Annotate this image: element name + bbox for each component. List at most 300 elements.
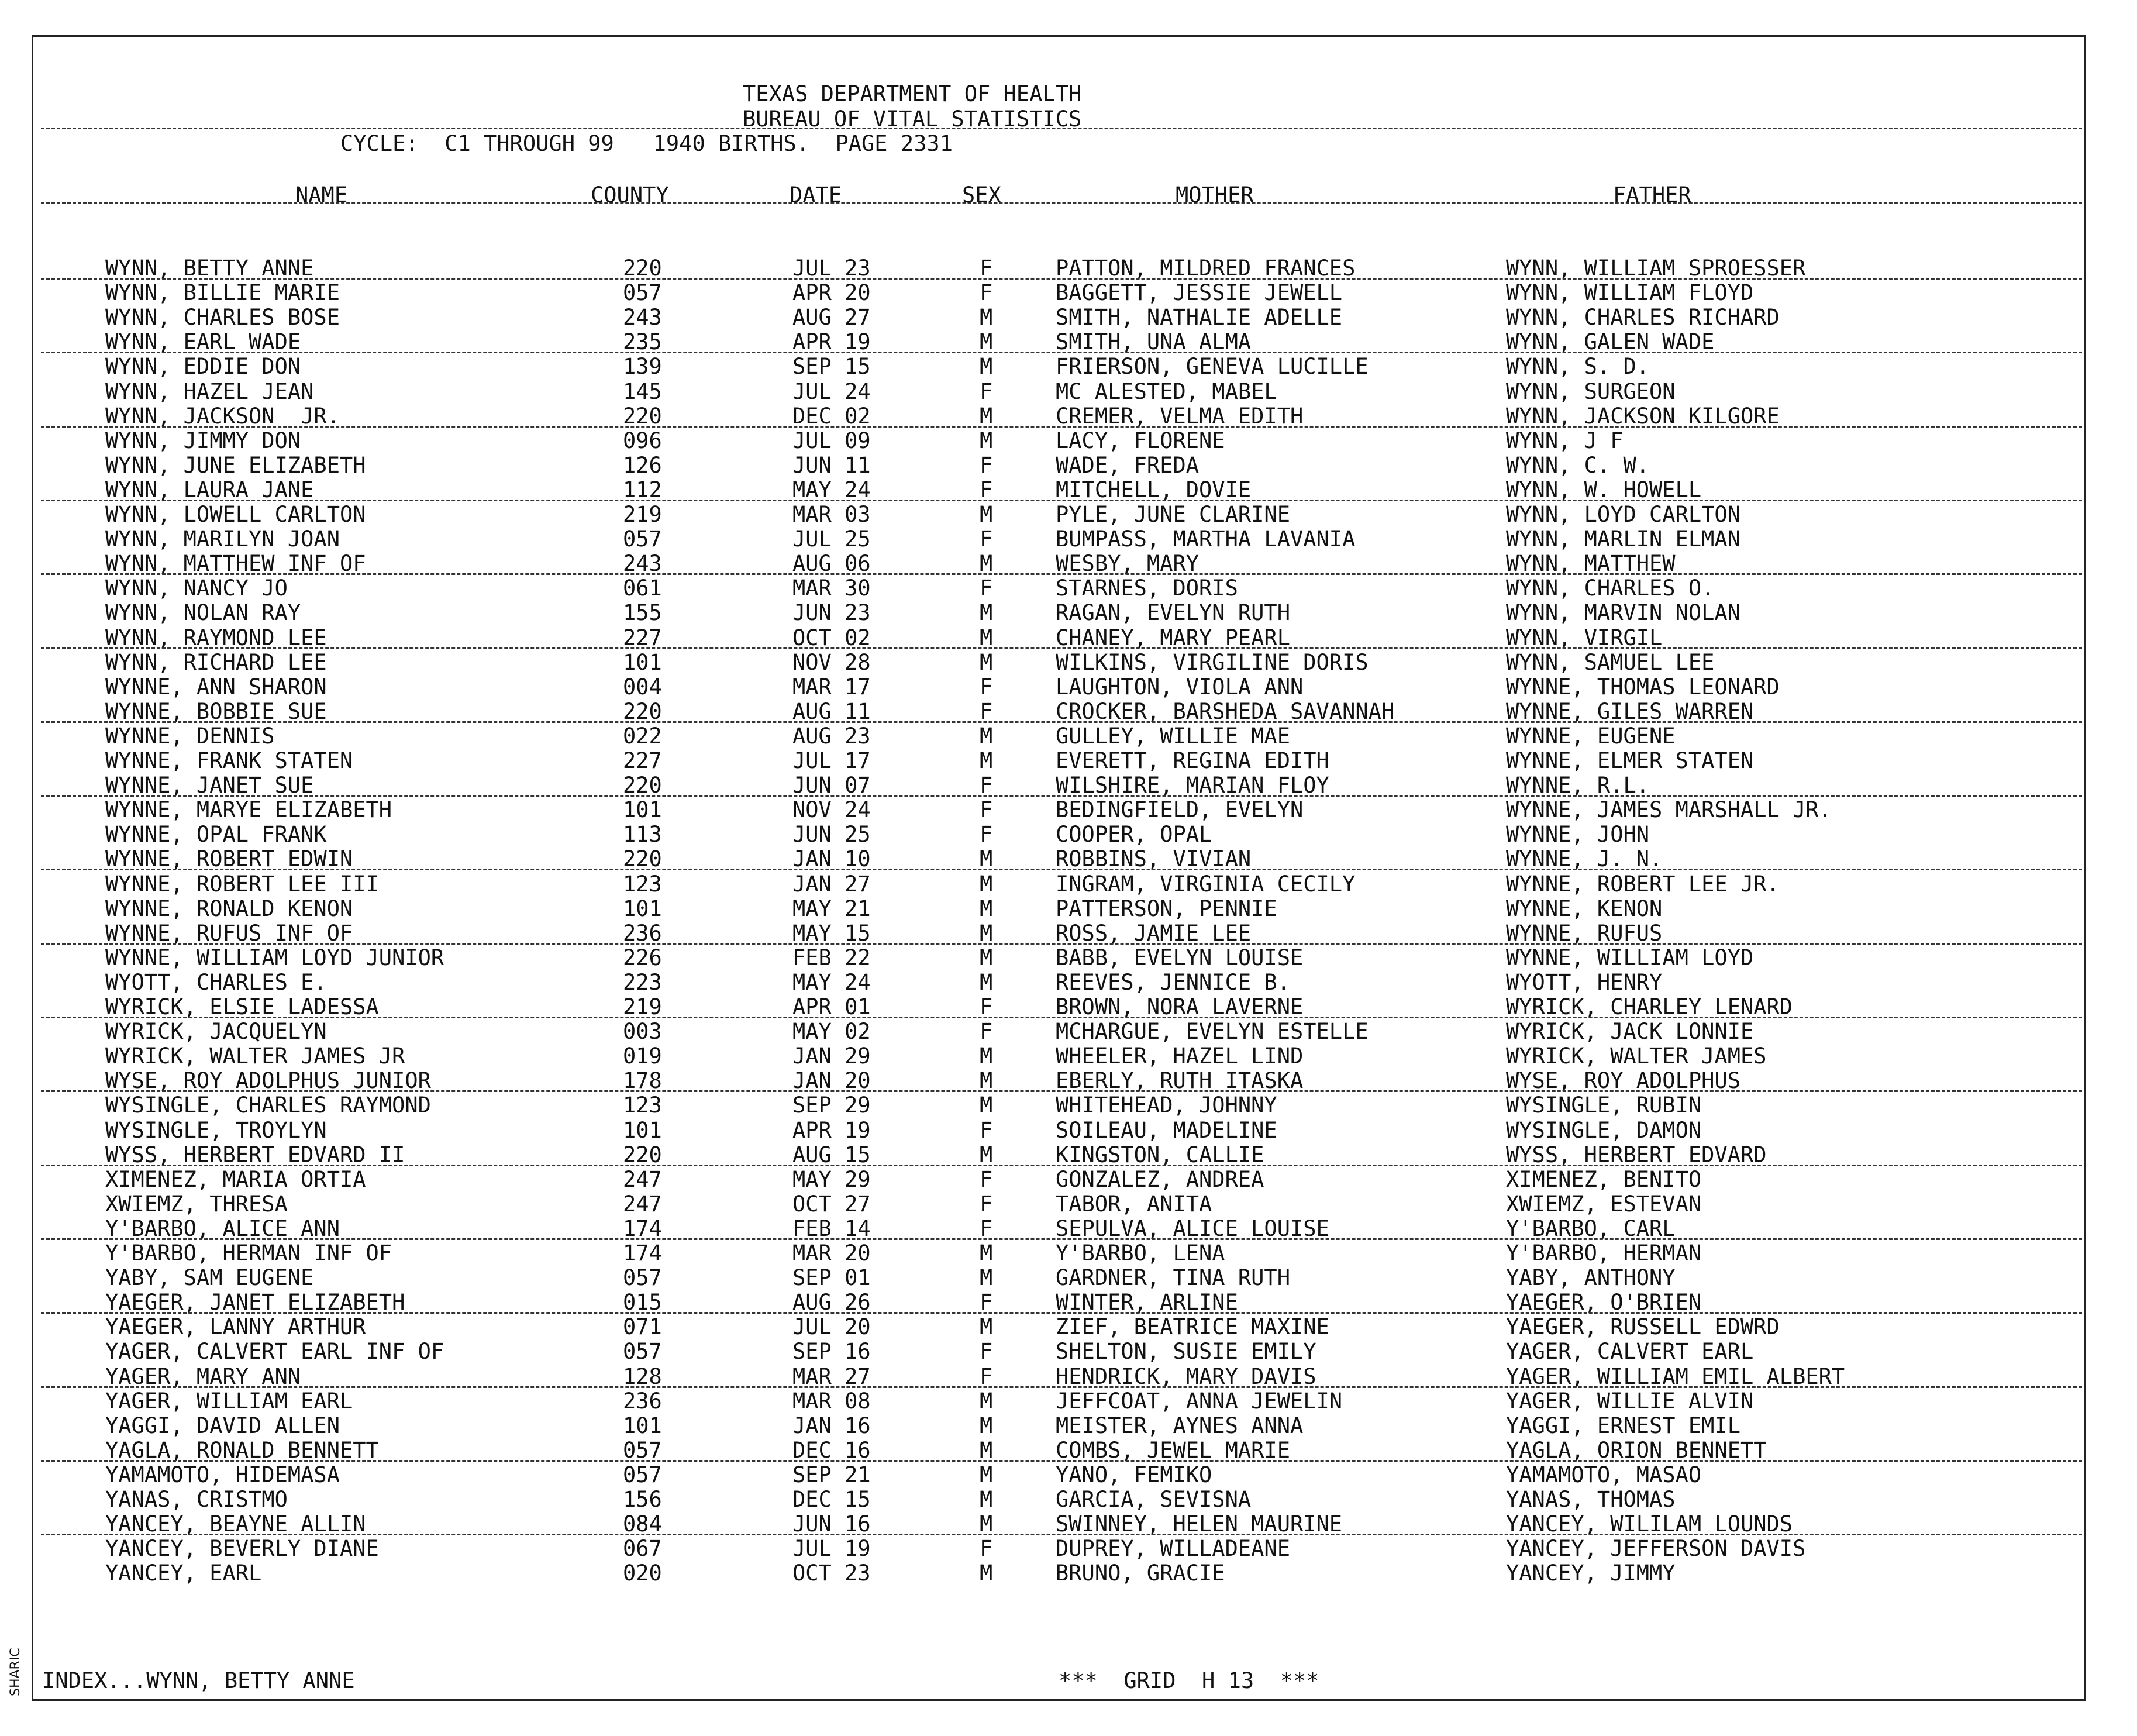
cell-mother: EVERETT, REGINA EDITH xyxy=(1056,748,1329,773)
cell-father: YAEGER, RUSSELL EDWRD xyxy=(1506,1314,1780,1340)
cell-mother: GARDNER, TINA RUTH xyxy=(1056,1265,1290,1291)
table-row xyxy=(0,305,2137,329)
cell-sex: F xyxy=(980,1339,993,1365)
table-row xyxy=(0,1438,2137,1462)
cell-father: XWIEMZ, ESTEVAN xyxy=(1506,1191,1702,1217)
cell-county: 113 xyxy=(623,822,662,848)
cell-father: WYSS, HERBERT EDVARD xyxy=(1506,1142,1767,1167)
cell-name: WYNN, CHARLES BOSE xyxy=(105,305,340,330)
cell-date: SEP 29 xyxy=(792,1093,871,1118)
cell-county: 057 xyxy=(623,280,662,306)
cell-name: WYNNE, RONALD KENON xyxy=(105,895,353,921)
cell-name: YANCEY, BEAYNE ALLIN xyxy=(105,1511,366,1537)
table-row xyxy=(0,625,2137,650)
cell-name: WYSS, HERBERT EDVARD II xyxy=(105,1142,405,1167)
table-row xyxy=(0,1536,2137,1561)
cell-sex: F xyxy=(980,822,993,848)
cell-date: OCT 02 xyxy=(792,625,871,650)
cell-mother: PATTON, MILDRED FRANCES xyxy=(1056,256,1356,281)
cell-father: WYNNE, R.L. xyxy=(1506,773,1650,798)
cell-sex: F xyxy=(980,1117,993,1143)
cell-name: YAGER, WILLIAM EARL xyxy=(105,1388,353,1414)
table-row xyxy=(0,699,2137,724)
cell-date: MAY 24 xyxy=(792,969,871,995)
cell-mother: PYLE, JUNE CLARINE xyxy=(1056,502,1290,527)
cell-sex: F xyxy=(980,698,993,724)
cell-father: WYNNE, KENON xyxy=(1506,895,1663,921)
rule-line xyxy=(41,795,2082,797)
cell-county: 236 xyxy=(623,1388,662,1414)
cell-county: 236 xyxy=(623,920,662,946)
cell-father: WYRICK, WALTER JAMES xyxy=(1506,1043,1767,1069)
cell-father: Y'BARBO, HERMAN xyxy=(1506,1241,1702,1266)
cell-date: SEP 16 xyxy=(792,1339,871,1365)
cell-father: WYNN, VIRGIL xyxy=(1506,625,1663,650)
cell-father: WYNN, GALEN WADE xyxy=(1506,329,1715,355)
cell-name: WYSINGLE, TROYLYN xyxy=(105,1117,327,1143)
cell-mother: WHITEHEAD, JOHNNY xyxy=(1056,1093,1277,1118)
cell-date: JAN 27 xyxy=(792,871,871,897)
cell-father: YAEGER, O'BRIEN xyxy=(1506,1290,1702,1315)
cell-father: YAGLA, ORION BENNETT xyxy=(1506,1437,1767,1463)
table-row xyxy=(0,1290,2137,1314)
cell-name: WYNNE, JANET SUE xyxy=(105,773,314,798)
table-row xyxy=(0,600,2137,625)
cell-father: WYNNE, J. N. xyxy=(1506,846,1663,872)
cell-date: MAY 24 xyxy=(792,477,871,502)
cell-mother: CREMER, VELMA EDITH xyxy=(1056,403,1304,429)
cell-date: MAR 27 xyxy=(792,1363,871,1389)
cell-name: WYNNE, FRANK STATEN xyxy=(105,748,353,773)
cell-date: NOV 24 xyxy=(792,797,871,823)
table-row xyxy=(0,1314,2137,1339)
cell-mother: ZIEF, BEATRICE MAXINE xyxy=(1056,1314,1329,1340)
rule-line xyxy=(41,1534,2082,1535)
cell-father: WYOTT, HENRY xyxy=(1506,969,1663,995)
cell-name: WYNN, NOLAN RAY xyxy=(105,600,301,626)
cell-date: DEC 15 xyxy=(792,1487,871,1512)
cell-date: SEP 21 xyxy=(792,1462,871,1487)
column-header-mother: MOTHER xyxy=(1176,182,1254,208)
cell-sex: F xyxy=(980,477,993,502)
cell-father: WYSINGLE, DAMON xyxy=(1506,1117,1702,1143)
cell-sex: M xyxy=(980,1142,993,1167)
table-row xyxy=(0,970,2137,994)
cell-mother: WESBY, MARY xyxy=(1056,551,1200,577)
cell-name: YAEGER, JANET ELIZABETH xyxy=(105,1290,405,1315)
cell-date: AUG 15 xyxy=(792,1142,871,1167)
cell-county: 139 xyxy=(623,354,662,380)
table-row xyxy=(0,1118,2137,1142)
cell-mother: BRUNO, GRACIE xyxy=(1056,1561,1225,1586)
cell-father: WYNNE, RUFUS xyxy=(1506,920,1663,946)
cell-mother: BUMPASS, MARTHA LAVANIA xyxy=(1056,526,1356,552)
cell-father: XIMENEZ, BENITO xyxy=(1506,1166,1702,1192)
cell-sex: M xyxy=(980,1314,993,1340)
cell-sex: F xyxy=(980,452,993,478)
cell-sex: F xyxy=(980,1290,993,1315)
cell-date: JUL 23 xyxy=(792,256,871,281)
cell-name: YAEGER, LANNY ARTHUR xyxy=(105,1314,366,1340)
cell-sex: M xyxy=(980,649,993,675)
cell-name: WYNN, EARL WADE xyxy=(105,329,301,355)
cell-father: YANCEY, JIMMY xyxy=(1506,1561,1676,1586)
cell-name: WYNN, HAZEL JEAN xyxy=(105,378,314,404)
cell-date: JUN 11 xyxy=(792,452,871,478)
cell-county: 223 xyxy=(623,969,662,995)
cell-mother: TABOR, ANITA xyxy=(1056,1191,1212,1217)
cell-name: XWIEMZ, THRESA xyxy=(105,1191,288,1217)
cell-father: WYNN, LOYD CARLTON xyxy=(1506,502,1740,527)
rule-line xyxy=(41,500,2082,501)
cell-county: 057 xyxy=(623,1265,662,1291)
cell-county: 219 xyxy=(623,502,662,527)
cell-county: 247 xyxy=(623,1191,662,1217)
cell-date: OCT 23 xyxy=(792,1561,871,1586)
cell-county: 022 xyxy=(623,723,662,749)
table-row xyxy=(0,1462,2137,1487)
cell-name: YAGER, CALVERT EARL INF OF xyxy=(105,1339,444,1365)
cell-date: JUN 23 xyxy=(792,600,871,626)
table-row xyxy=(0,1068,2137,1093)
cell-father: WYNNE, JOHN xyxy=(1506,822,1650,848)
cell-date: JAN 20 xyxy=(792,1068,871,1094)
cell-county: 003 xyxy=(623,1019,662,1045)
table-row xyxy=(0,1265,2137,1290)
table-row xyxy=(0,502,2137,526)
cell-county: 101 xyxy=(623,895,662,921)
cell-sex: M xyxy=(980,1043,993,1069)
cell-mother: LAUGHTON, VIOLA ANN xyxy=(1056,674,1304,700)
cell-sex: F xyxy=(980,797,993,823)
cell-date: AUG 23 xyxy=(792,723,871,749)
table-row xyxy=(0,846,2137,871)
cell-date: MAY 02 xyxy=(792,1019,871,1045)
cell-date: JUN 25 xyxy=(792,822,871,848)
cell-sex: M xyxy=(980,1068,993,1094)
cell-sex: F xyxy=(980,576,993,601)
cell-father: YAMAMOTO, MASAO xyxy=(1506,1462,1702,1487)
cell-date: NOV 28 xyxy=(792,649,871,675)
cell-mother: INGRAM, VIRGINIA CECILY xyxy=(1056,871,1356,897)
cell-county: 178 xyxy=(623,1068,662,1094)
cell-date: MAY 15 xyxy=(792,920,871,946)
cell-sex: F xyxy=(980,1215,993,1241)
cell-date: MAR 20 xyxy=(792,1241,871,1266)
cell-sex: M xyxy=(980,502,993,527)
table-row xyxy=(0,354,2137,378)
cell-mother: EBERLY, RUTH ITASKA xyxy=(1056,1068,1304,1094)
cell-name: YABY, SAM EUGENE xyxy=(105,1265,314,1291)
cell-county: 227 xyxy=(623,625,662,650)
table-row xyxy=(0,748,2137,773)
table-row xyxy=(0,1389,2137,1413)
cell-county: 020 xyxy=(623,1561,662,1586)
cell-sex: M xyxy=(980,625,993,650)
cell-name: WYNNE, ANN SHARON xyxy=(105,674,327,700)
cell-date: AUG 11 xyxy=(792,698,871,724)
cell-father: WYSE, ROY ADOLPHUS xyxy=(1506,1068,1740,1094)
cell-father: YANCEY, JEFFERSON DAVIS xyxy=(1506,1536,1806,1562)
cell-county: 227 xyxy=(623,748,662,773)
cell-county: 101 xyxy=(623,1117,662,1143)
cell-county: 057 xyxy=(623,1437,662,1463)
rule-line xyxy=(41,1165,2082,1166)
cell-father: YAGER, WILLIE ALVIN xyxy=(1506,1388,1754,1414)
cell-sex: M xyxy=(980,1462,993,1487)
rule-line xyxy=(41,869,2082,870)
cell-county: 019 xyxy=(623,1043,662,1069)
table-row xyxy=(0,379,2137,404)
rule-line xyxy=(41,1090,2082,1092)
cell-father: WYNNE, JAMES MARSHALL JR. xyxy=(1506,797,1832,823)
cell-sex: M xyxy=(980,748,993,773)
cell-father: WYNN, W. HOWELL xyxy=(1506,477,1702,502)
cell-date: DEC 16 xyxy=(792,1437,871,1463)
cell-mother: SMITH, UNA ALMA xyxy=(1056,329,1252,355)
cell-father: WYNN, J F xyxy=(1506,428,1624,453)
table-row xyxy=(0,921,2137,945)
cell-sex: F xyxy=(980,1191,993,1217)
rule-line xyxy=(41,943,2082,945)
cell-name: WYNN, JUNE ELIZABETH xyxy=(105,452,366,478)
cell-mother: DUPREY, WILLADEANE xyxy=(1056,1536,1290,1562)
cell-county: 071 xyxy=(623,1314,662,1340)
cell-date: APR 19 xyxy=(792,1117,871,1143)
cell-county: 243 xyxy=(623,305,662,330)
cell-father: WYNN, WILLIAM FLOYD xyxy=(1506,280,1754,306)
cell-mother: WILKINS, VIRGILINE DORIS xyxy=(1056,649,1369,675)
cell-mother: MEISTER, AYNES ANNA xyxy=(1056,1413,1304,1438)
cell-father: YAGER, WILLIAM EMIL ALBERT xyxy=(1506,1363,1845,1389)
table-row xyxy=(0,1093,2137,1117)
cell-county: 015 xyxy=(623,1290,662,1315)
cell-name: WYNN, RICHARD LEE xyxy=(105,649,327,675)
cell-name: WYNN, LAURA JANE xyxy=(105,477,314,502)
cell-mother: CHANEY, MARY PEARL xyxy=(1056,625,1290,650)
cell-name: WYNN, EDDIE DON xyxy=(105,354,301,380)
cell-mother: MC ALESTED, MABEL xyxy=(1056,378,1277,404)
cell-sex: M xyxy=(980,723,993,749)
cell-father: WYNN, SAMUEL LEE xyxy=(1506,649,1715,675)
cell-name: WYRICK, WALTER JAMES JR xyxy=(105,1043,405,1069)
cell-father: WYNNE, THOMAS LEONARD xyxy=(1506,674,1780,700)
cell-mother: WHEELER, HAZEL LIND xyxy=(1056,1043,1304,1069)
cell-county: 128 xyxy=(623,1363,662,1389)
cell-date: MAR 03 xyxy=(792,502,871,527)
cell-sex: M xyxy=(980,354,993,380)
cell-sex: M xyxy=(980,1093,993,1118)
rule-line xyxy=(41,1386,2082,1388)
cell-date: JUN 07 xyxy=(792,773,871,798)
table-row xyxy=(0,797,2137,822)
footer-index: INDEX...WYNN, BETTY ANNE xyxy=(42,1668,355,1693)
cell-name: WYNNE, ROBERT LEE III xyxy=(105,871,379,897)
cell-county: 126 xyxy=(623,452,662,478)
cell-sex: M xyxy=(980,1388,993,1414)
table-row xyxy=(0,650,2137,674)
cell-father: WYNN, MARVIN NOLAN xyxy=(1506,600,1740,626)
cell-sex: M xyxy=(980,1413,993,1438)
table-row xyxy=(0,477,2137,502)
cell-father: WYNN, CHARLES O. xyxy=(1506,576,1715,601)
cell-father: WYNN, MATTHEW xyxy=(1506,551,1676,577)
cell-name: WYNN, JIMMY DON xyxy=(105,428,301,453)
header-department: TEXAS DEPARTMENT OF HEALTH xyxy=(743,81,1082,106)
cell-date: JUL 17 xyxy=(792,748,871,773)
table-row xyxy=(0,994,2137,1019)
cell-father: WYSINGLE, RUBIN xyxy=(1506,1093,1702,1118)
cell-county: 112 xyxy=(623,477,662,502)
cell-sex: M xyxy=(980,600,993,626)
cell-father: WYRICK, JACK LONNIE xyxy=(1506,1019,1754,1045)
cell-sex: M xyxy=(980,945,993,970)
table-row xyxy=(0,1043,2137,1068)
cell-mother: LACY, FLORENE xyxy=(1056,428,1225,453)
cell-county: 145 xyxy=(623,378,662,404)
table-row xyxy=(0,872,2137,896)
table-row xyxy=(0,404,2137,428)
cell-name: WYNNE, BOBBIE SUE xyxy=(105,698,327,724)
cell-father: YANCEY, WILILAM LOUNDS xyxy=(1506,1511,1793,1537)
cell-date: MAR 08 xyxy=(792,1388,871,1414)
cell-name: WYNNE, OPAL FRANK xyxy=(105,822,327,848)
cell-name: YANCEY, EARL xyxy=(105,1561,262,1586)
cell-date: JUL 20 xyxy=(792,1314,871,1340)
cell-sex: F xyxy=(980,1019,993,1045)
cell-mother: RAGAN, EVELYN RUTH xyxy=(1056,600,1290,626)
cell-sex: M xyxy=(980,403,993,429)
table-row xyxy=(0,724,2137,748)
cell-sex: F xyxy=(980,1536,993,1562)
cell-mother: PATTERSON, PENNIE xyxy=(1056,895,1277,921)
cell-mother: REEVES, JENNICE B. xyxy=(1056,969,1290,995)
cell-mother: KINGSTON, CALLIE xyxy=(1056,1142,1264,1167)
cell-mother: FRIERSON, GENEVA LUCILLE xyxy=(1056,354,1369,380)
column-header-father: FATHER xyxy=(1613,182,1691,208)
table-row xyxy=(0,256,2137,280)
cell-county: 235 xyxy=(623,329,662,355)
cell-mother: BABB, EVELYN LOUISE xyxy=(1056,945,1304,970)
cell-county: 243 xyxy=(623,551,662,577)
header-bureau: BUREAU OF VITAL STATISTICS xyxy=(743,106,1082,132)
cell-mother: YANO, FEMIKO xyxy=(1056,1462,1212,1487)
rule-line xyxy=(41,352,2082,353)
column-header-date: DATE xyxy=(790,182,842,208)
table-row xyxy=(0,1487,2137,1511)
cell-name: YAGER, MARY ANN xyxy=(105,1363,301,1389)
cell-name: YAGLA, RONALD BENNETT xyxy=(105,1437,379,1463)
table-row xyxy=(0,1216,2137,1241)
cell-county: 220 xyxy=(623,403,662,429)
cell-name: WYNNE, WILLIAM LOYD JUNIOR xyxy=(105,945,444,970)
table-row xyxy=(0,1241,2137,1265)
cell-father: WYNN, WILLIAM SPROESSER xyxy=(1506,256,1806,281)
cell-date: OCT 27 xyxy=(792,1191,871,1217)
cell-name: XIMENEZ, MARIA ORTIA xyxy=(105,1166,366,1192)
cell-sex: F xyxy=(980,674,993,700)
cell-name: WYNN, MATTHEW INF OF xyxy=(105,551,366,577)
cell-sex: M xyxy=(980,551,993,577)
cell-sex: F xyxy=(980,994,993,1019)
cell-county: 123 xyxy=(623,871,662,897)
cell-mother: SMITH, NATHALIE ADELLE xyxy=(1056,305,1343,330)
table-row xyxy=(0,1561,2137,1585)
cell-date: JAN 29 xyxy=(792,1043,871,1069)
cell-date: MAR 30 xyxy=(792,576,871,601)
cell-date: SEP 15 xyxy=(792,354,871,380)
table-row xyxy=(0,1364,2137,1389)
header-cycle: CYCLE: C1 THROUGH 99 1940 BIRTHS. PAGE 2331 xyxy=(340,131,953,156)
cell-mother: BROWN, NORA LAVERNE xyxy=(1056,994,1304,1019)
column-header-county: COUNTY xyxy=(591,182,669,208)
rule-line xyxy=(41,573,2082,575)
table-row xyxy=(0,428,2137,453)
cell-date: AUG 27 xyxy=(792,305,871,330)
table-row xyxy=(0,822,2137,846)
cell-date: JUN 16 xyxy=(792,1511,871,1537)
cell-mother: STARNES, DORIS xyxy=(1056,576,1238,601)
cell-mother: WADE, FREDA xyxy=(1056,452,1200,478)
cell-mother: SOILEAU, MADELINE xyxy=(1056,1117,1277,1143)
cell-date: SEP 01 xyxy=(792,1265,871,1291)
cell-father: WYNNE, ELMER STATEN xyxy=(1506,748,1754,773)
footer-grid: *** GRID H 13 *** xyxy=(1059,1668,1319,1693)
cell-name: WYNN, BILLIE MARIE xyxy=(105,280,340,306)
cell-mother: SEPULVA, ALICE LOUISE xyxy=(1056,1215,1329,1241)
cell-father: YAGGI, ERNEST EMIL xyxy=(1506,1413,1740,1438)
cell-date: JUL 09 xyxy=(792,428,871,453)
rule-line xyxy=(41,278,2082,280)
table-row xyxy=(0,896,2137,921)
cell-mother: BAGGETT, JESSIE JEWELL xyxy=(1056,280,1343,306)
cell-county: 220 xyxy=(623,1142,662,1167)
cell-county: 057 xyxy=(623,1462,662,1487)
cell-name: WYNNE, ROBERT EDWIN xyxy=(105,846,353,872)
cell-date: APR 20 xyxy=(792,280,871,306)
cell-mother: GARCIA, SEVISNA xyxy=(1056,1487,1252,1512)
cell-sex: M xyxy=(980,1437,993,1463)
cell-sex: M xyxy=(980,1511,993,1537)
table-row xyxy=(0,945,2137,970)
cell-sex: F xyxy=(980,256,993,281)
cell-name: WYOTT, CHARLES E. xyxy=(105,969,327,995)
cell-date: JUL 25 xyxy=(792,526,871,552)
cell-mother: Y'BARBO, LENA xyxy=(1056,1241,1225,1266)
cell-date: AUG 06 xyxy=(792,551,871,577)
cell-sex: M xyxy=(980,895,993,921)
cell-sex: M xyxy=(980,871,993,897)
cell-name: YANCEY, BEVERLY DIANE xyxy=(105,1536,379,1562)
cell-county: 247 xyxy=(623,1166,662,1192)
cell-father: Y'BARBO, CARL xyxy=(1506,1215,1676,1241)
cell-county: 061 xyxy=(623,576,662,601)
cell-sex: M xyxy=(980,1265,993,1291)
cell-county: 057 xyxy=(623,526,662,552)
cell-name: YAMAMOTO, HIDEMASA xyxy=(105,1462,340,1487)
cell-mother: WILSHIRE, MARIAN FLOY xyxy=(1056,773,1329,798)
cell-father: WYNN, MARLIN ELMAN xyxy=(1506,526,1740,552)
cell-name: YANAS, CRISTMO xyxy=(105,1487,288,1512)
cell-father: WYNN, C. W. xyxy=(1506,452,1650,478)
rule-line xyxy=(41,721,2082,723)
rule-line xyxy=(41,426,2082,428)
cell-county: 220 xyxy=(623,773,662,798)
cell-date: MAR 17 xyxy=(792,674,871,700)
cell-name: WYRICK, JACQUELYN xyxy=(105,1019,327,1045)
rule-line xyxy=(41,1017,2082,1018)
cell-mother: CROCKER, BARSHEDA SAVANNAH xyxy=(1056,698,1395,724)
